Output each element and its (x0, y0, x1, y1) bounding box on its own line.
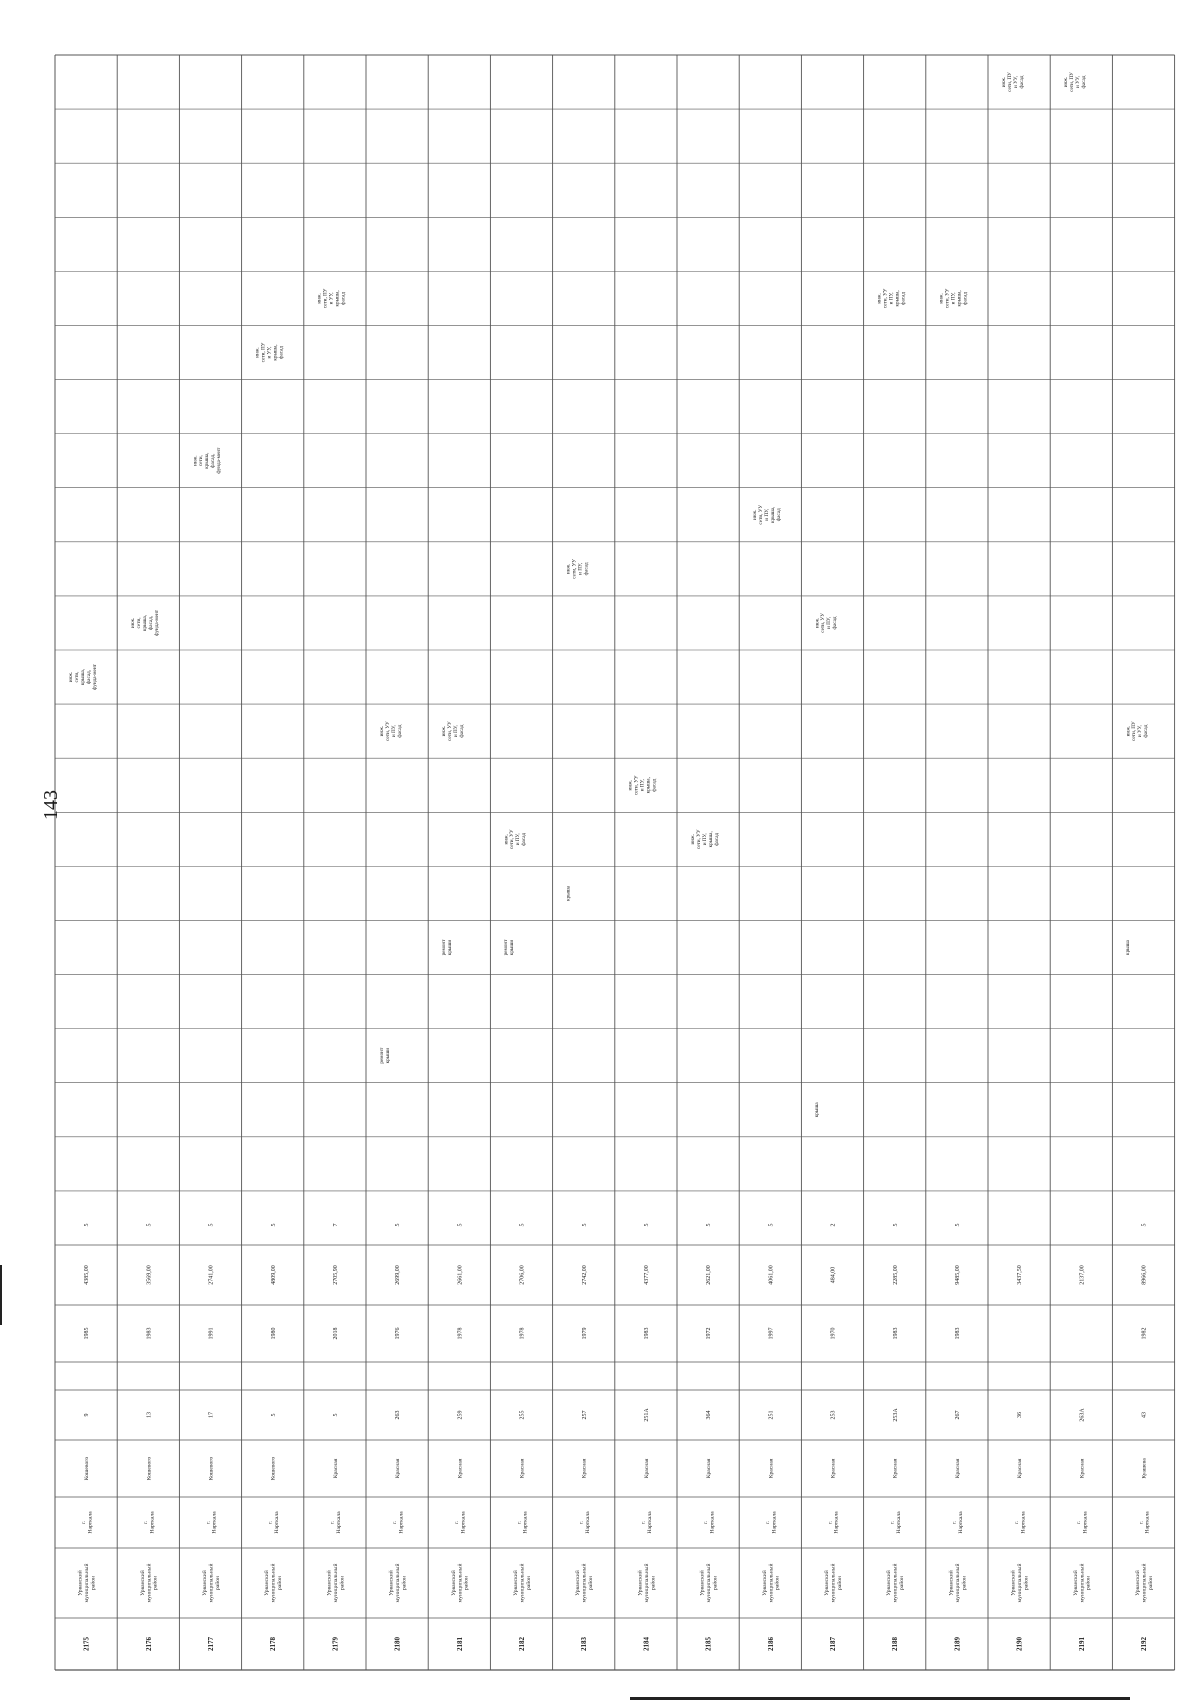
row-id: 2191 (1077, 1637, 1086, 1651)
row-area: 2706,00 (519, 1265, 526, 1285)
row-work-item: крыша (814, 1102, 821, 1118)
row-district: Урванскиймуниципальныйрайон (326, 1563, 346, 1603)
row-work-item: инж.сети, ПУи УУ,крыша,фасад (254, 342, 285, 363)
row-area: 2705,90 (333, 1265, 339, 1285)
row-work-item: инж.сети, УУи ПУ,фасад (565, 559, 590, 579)
row-area: 4385,00 (84, 1265, 91, 1285)
row-street: Красная (395, 1458, 402, 1479)
row-street: Красная (830, 1458, 837, 1479)
row-id: 2175 (82, 1637, 91, 1651)
row-city: г.Нарткала (1138, 1511, 1151, 1534)
row-house: 364 (706, 1410, 713, 1420)
row-year: 1991 (208, 1327, 215, 1340)
row-city: г.Нарткала (454, 1511, 467, 1534)
row-id: 2183 (580, 1637, 589, 1651)
row-street: Кошевого (84, 1456, 91, 1481)
row-work-item: инж.сети, ПУи УУ,фасад (1000, 72, 1025, 92)
row-work-item: крыша (1125, 940, 1132, 955)
row-street: Красная (581, 1458, 588, 1479)
row-area: 2621,00 (706, 1265, 713, 1285)
row-city: г.Нарткала (1076, 1511, 1089, 1534)
row-house: 263А (1079, 1408, 1086, 1422)
row-year: 1978 (519, 1327, 526, 1340)
row-floors: 5 (208, 1223, 215, 1227)
row-house: 255 (519, 1410, 526, 1420)
row-city: г.Нарткала (889, 1511, 902, 1534)
row-area: 4061,00 (768, 1265, 775, 1285)
row-area: 2137,00 (1079, 1265, 1086, 1285)
row-area: 4809,00 (270, 1265, 277, 1285)
row-id: 2184 (642, 1637, 651, 1651)
row-street: Куашева (1141, 1458, 1148, 1479)
row-work-item: инж.сети, УУи ПУ,крыша,фасад (627, 775, 658, 796)
row-work-item: инж.сети, УУи ПУ,крыша,фасад (752, 504, 782, 525)
row-house: 263 (395, 1410, 402, 1420)
row-street: Красная (954, 1458, 961, 1479)
row-city: г.Нарткала (80, 1511, 94, 1534)
row-floors: 5 (1141, 1223, 1148, 1227)
row-id: 2178 (269, 1637, 278, 1651)
row-area: 9485,00 (955, 1265, 961, 1285)
row-house: 251 (768, 1410, 775, 1420)
row-work-item: ремонткрыши (503, 939, 516, 956)
row-district: Урванскиймуниципальныйрайон (1135, 1563, 1154, 1603)
row-city: г.Нарткала (143, 1511, 156, 1534)
row-id: 2179 (331, 1637, 340, 1651)
row-district: Урванскиймуниципальныйрайон (761, 1563, 781, 1603)
row-year: 1972 (706, 1327, 713, 1340)
row-floors: 7 (333, 1223, 339, 1227)
left-edge-mark (0, 1265, 2, 1325)
row-street: Красная (768, 1458, 775, 1479)
row-floors: 5 (457, 1223, 464, 1227)
row-year: 1983 (146, 1327, 153, 1340)
row-street: Красная (1079, 1458, 1086, 1479)
row-area: 8966,00 (1141, 1265, 1148, 1285)
row-work-item: инж.сети, УУи ПУ,крыша,фасад (876, 288, 907, 309)
row-work-item: крыша (565, 885, 572, 901)
row-street: Кошевого (146, 1456, 153, 1481)
row-street: Красная (332, 1458, 339, 1479)
row-id: 2189 (953, 1637, 962, 1651)
row-house: 13 (146, 1412, 153, 1418)
row-floors: 2 (830, 1223, 837, 1227)
row-house: 253А (892, 1408, 899, 1422)
row-district: Урванскиймуниципальныйрайон (388, 1563, 408, 1603)
row-district: Урванскиймуниципальныйрайон (1072, 1563, 1092, 1603)
row-city: г.Нарткала (578, 1511, 591, 1534)
row-work-item: ремонткрыши (378, 1047, 391, 1064)
row-work-item: инж.сети, ПУи УУ,фасад (1063, 72, 1087, 92)
row-district: Урванскиймуниципальныйрайон (450, 1563, 470, 1603)
row-year: 1983 (955, 1327, 961, 1340)
row-area: 484,00 (830, 1266, 837, 1284)
row-id: 2192 (1139, 1637, 1148, 1651)
row-year: 1997 (768, 1327, 775, 1340)
row-area: 2741,00 (208, 1265, 215, 1285)
row-year: 1985 (84, 1327, 91, 1340)
row-district: Урванскиймуниципальныйрайон (824, 1563, 843, 1603)
row-house: 257 (581, 1410, 588, 1420)
row-work-item: инж.сети,крыша,фасад,фунда-мент (192, 447, 223, 474)
row-year: 1970 (830, 1327, 837, 1340)
row-house: 5 (270, 1413, 277, 1417)
row-id: 2176 (144, 1637, 153, 1651)
row-id: 2185 (704, 1637, 713, 1651)
row-area: 2742,00 (581, 1265, 588, 1285)
row-street: Красная (457, 1458, 464, 1479)
row-house: 36 (1017, 1412, 1024, 1418)
row-year: 1979 (581, 1327, 588, 1340)
row-district: Урванскиймуниципальныйрайон (264, 1563, 284, 1603)
row-area: 4377,00 (644, 1265, 650, 1285)
row-year: 1982 (1141, 1327, 1148, 1340)
row-house: 5 (333, 1413, 339, 1417)
row-street: Красная (519, 1458, 526, 1479)
row-district: Урванскиймуниципальныйрайон (637, 1563, 657, 1603)
row-city: г.Нарткала (640, 1511, 654, 1534)
row-id: 2186 (766, 1637, 775, 1651)
row-work-item: инж.сети,крыша,фасад,фунда-мент (67, 664, 98, 690)
row-id: 2181 (455, 1637, 464, 1651)
row-district: Урванскиймуниципальныйрайон (699, 1563, 719, 1603)
row-id: 2187 (828, 1637, 837, 1651)
row-work-item: инж.сети, ПУи УУ,фасад (1125, 721, 1150, 742)
row-city: г.Нарткала (391, 1511, 405, 1534)
row-city: г.Нарткала (702, 1511, 716, 1534)
row-year: 2018 (333, 1327, 339, 1340)
row-area: 2285,00 (892, 1265, 899, 1285)
row-district: Урванскиймуниципальныйрайон (139, 1563, 159, 1603)
page-number: 143 (40, 790, 62, 820)
row-district: Урванскиймуниципальныйрайон (575, 1563, 595, 1603)
row-city: г.Нарткала (205, 1511, 218, 1534)
row-district: Урванскиймуниципальныйрайон (202, 1563, 221, 1603)
row-district: Урванскиймуниципальныйрайон (886, 1563, 906, 1603)
row-floors: 5 (84, 1223, 91, 1227)
row-year: 1980 (270, 1327, 277, 1340)
row-house: 43 (1141, 1412, 1148, 1418)
row-floors: 5 (706, 1223, 713, 1227)
row-floors: 5 (955, 1223, 961, 1227)
row-floors: 5 (146, 1223, 153, 1227)
row-city: г.Нарткала (827, 1511, 840, 1534)
row-year: 1983 (644, 1327, 650, 1340)
row-work-item: ремонткрыши (441, 939, 454, 956)
row-house: 251А (644, 1408, 650, 1422)
row-district: Урванскиймуниципальныйрайон (513, 1563, 532, 1603)
row-work-item: инж.сети, УУи ПУ,фасад (814, 613, 839, 633)
row-street: Кошевого (270, 1456, 277, 1481)
row-house: 17 (208, 1412, 215, 1418)
row-area: 3437,50 (1017, 1265, 1024, 1285)
row-city: г.Нарткала (267, 1511, 280, 1534)
row-floors: 5 (581, 1223, 588, 1227)
row-house: 267 (955, 1410, 961, 1420)
row-work-item: инж.сети, УУи ПУ,фасад (378, 721, 403, 741)
row-city: г.Нарткала (329, 1511, 343, 1534)
row-street: Красная (892, 1458, 899, 1479)
bottom-edge-mark (630, 1697, 1130, 1700)
row-year: 1976 (395, 1327, 402, 1340)
row-work-item: инж.сети, ПУи УУ,крыша,фасад (316, 288, 347, 309)
row-floors: 5 (768, 1223, 775, 1227)
row-area: 3569,00 (146, 1265, 153, 1285)
row-street: Красная (643, 1458, 650, 1479)
row-city: г.Нарткала (1013, 1511, 1027, 1534)
row-street: Красная (1017, 1458, 1024, 1479)
row-floors: 5 (270, 1223, 277, 1227)
row-street: Красная (706, 1458, 713, 1479)
row-floors: 5 (644, 1223, 650, 1227)
row-id: 2182 (517, 1637, 526, 1651)
row-id: 2177 (206, 1637, 215, 1651)
row-work-item: инж.сети, УУи ПУ,фасад (441, 721, 465, 741)
row-district: Урванскиймуниципальныйрайон (77, 1563, 97, 1603)
row-city: г.Нарткала (951, 1511, 965, 1534)
row-city: г.Нарткала (516, 1511, 529, 1534)
row-area: 2699,00 (395, 1265, 402, 1285)
row-work-item: инж.сети, УУи ПУ,крыша,фасад (938, 288, 969, 309)
row-house: 253 (830, 1410, 837, 1420)
row-floors: 5 (519, 1223, 526, 1227)
row-work-item: инж.сети, УУи ПУ,фасад (503, 829, 528, 850)
row-id: 2180 (393, 1637, 402, 1651)
row-district: Урванскиймуниципальныйрайон (1010, 1563, 1030, 1603)
row-id: 2190 (1015, 1637, 1024, 1651)
row-work-item: инж.сети,крыша,фасад,фунда-мент (130, 610, 160, 636)
row-floors: 5 (395, 1223, 402, 1227)
row-year: 1983 (892, 1327, 899, 1340)
row-house: 9 (84, 1413, 91, 1417)
row-work-item: инж.сети, УУи ПУ,крыша,фасад (689, 829, 720, 850)
row-floors: 5 (892, 1223, 899, 1227)
row-house: 259 (457, 1410, 464, 1420)
row-area: 2661,00 (457, 1265, 464, 1285)
row-street: Кошевого (208, 1456, 215, 1481)
row-id: 2188 (891, 1637, 900, 1651)
row-city: г.Нарткала (765, 1511, 778, 1534)
row-district: Урванскиймуниципальныйрайон (948, 1563, 968, 1603)
row-year: 1978 (457, 1327, 464, 1340)
